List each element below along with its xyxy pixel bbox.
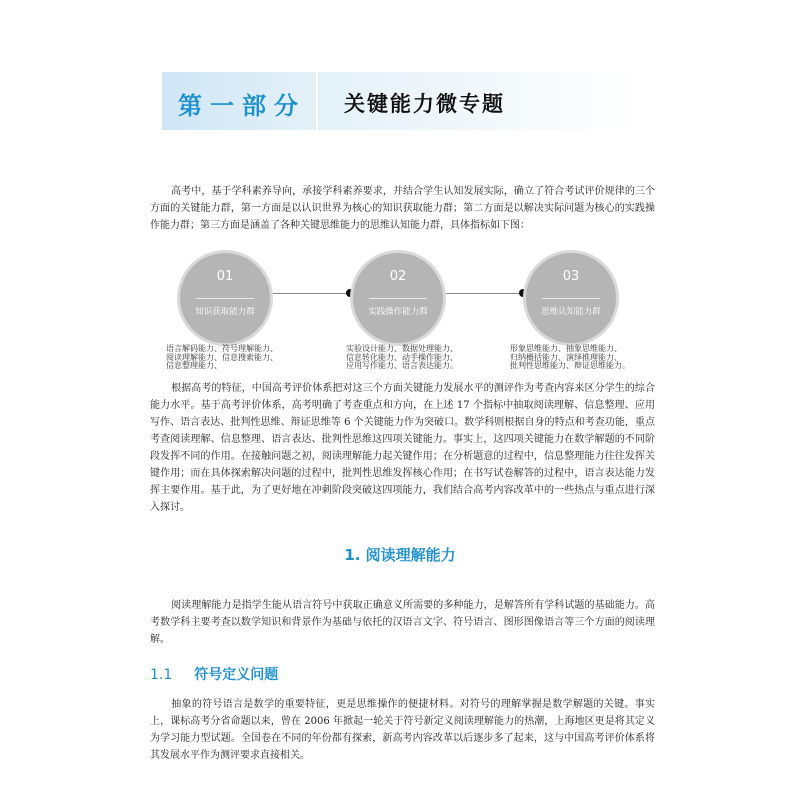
section-heading-reading: 1. 阅读理解能力 xyxy=(344,546,456,564)
ability-line: 阅读理解能力、信息搜索能力、 xyxy=(166,352,278,362)
text-line: 事实上，课标高考分省命题以来，曾在 2006 年掀起一轮关于符号新定义阅读理解能力的热潮，上海地区更是 xyxy=(150,699,656,727)
ability-line: 信息整理能力、 xyxy=(166,361,222,371)
text-line: 能力。高考数学科主要考查以数学知识和背景作为基础与依托的汉语言文字、符号语言、图形图像语言等三 xyxy=(150,600,656,628)
part-title: 关键能力微专题 xyxy=(344,92,505,116)
group-number: 03 xyxy=(562,269,580,284)
text-line: 将其定义为学习能力型试题。全国卷在不同的年份都有探索，新高考内容改革以后逐步多了起来，这与中国 xyxy=(150,716,655,744)
ability-line: 实验设计能力、数据处理能力、 xyxy=(346,344,458,353)
text-line: 个方面的阅读理解。 xyxy=(150,617,656,645)
circle-rule xyxy=(542,298,600,299)
ability-line: 应用写作能力、语言表达能力。 xyxy=(346,361,458,371)
circle-rule xyxy=(196,298,254,299)
text-line: 生的综合能力水平。基于高考评价体系，高考明确了考查重点和方向，在上述 17 个指标中抽取阅读理解、信 xyxy=(150,383,656,411)
ability-line: 归纳概括能力、演绎推理能力、 xyxy=(510,352,622,362)
header-divider xyxy=(316,72,318,130)
text-line: 试卷解答的过程中，语言表达能力发挥主要作用。基于此，为了更好地在冲刺阶段突破这四项能力，我们结 xyxy=(150,468,655,496)
ability-line: 信息转化能力、动手操作能力、 xyxy=(346,352,458,362)
circle-rule xyxy=(369,298,427,299)
text-line: 为核心的实践操作能力群；第三方面是涵盖了各种关键思维能力的思维认知能力群，具体指标如下图： xyxy=(150,203,656,231)
ability-line: 语言解码能力、符号理解能力、 xyxy=(166,344,278,353)
text-line: 抽象的符号语言是数学的重要特征，更是思维操作的便捷材料。对符号的理解掌握是数学解题的关键。 xyxy=(171,699,635,710)
group-name: 实践操作能力群 xyxy=(368,307,428,317)
group-circle-practice xyxy=(350,250,446,346)
part-label: 第一部分 xyxy=(178,92,306,120)
subsection-heading xyxy=(150,664,278,684)
subsection-title: 符号定义问题 xyxy=(194,667,279,683)
connector-line xyxy=(441,293,523,294)
subsection-number: 1.1 xyxy=(150,667,173,683)
group-number: 01 xyxy=(216,269,234,284)
group-circle-knowledge xyxy=(177,250,273,346)
ability-list-practice xyxy=(346,345,466,371)
text-line: 阅读理解能力是指学生能从语言符号中获取正确意义所需要的多种能力，是解答所有学科试题的基础 xyxy=(171,600,615,611)
text-line: 根据高考的特征，中国高考评价体系把对这三个方面关键能力发展水平的测评作为考查内容来区分学 xyxy=(171,383,615,394)
ability-line: 形象思维能力、抽象思维能力、 xyxy=(510,344,622,353)
text-line: 合高考内容改革中的一些热点与重点进行深入探讨。 xyxy=(150,485,656,513)
text-line: 的三个方面的关键能力群，第一方面是以认识世界为核心的知识获取能力群；第二方面是以解决实际问题 xyxy=(150,186,656,214)
text-line: 力在数学解题的不同阶段发挥不同的作用。在接触问题之初，阅读理解能力起关键作用；在分析题意的过程 xyxy=(150,434,656,462)
text-line: 高考评价体系将其发展水平作为测评要求直接相关。 xyxy=(150,733,656,761)
body-paragraph xyxy=(150,380,655,516)
intro-paragraph xyxy=(150,183,655,234)
ability-list-thinking xyxy=(510,345,630,371)
section1-paragraph xyxy=(150,597,655,648)
text-line: 和考查功能，重点考查阅读理解、信息整理、语言表达、批判性思维这四项关键能力。事实上，这四项关键能 xyxy=(150,417,655,445)
group-circle-thinking xyxy=(523,250,619,346)
connector-line xyxy=(268,293,350,294)
group-name: 知识获取能力群 xyxy=(195,307,255,317)
section1-1-paragraph xyxy=(150,696,655,764)
ability-list-knowledge xyxy=(166,345,286,371)
text-line: 息整理、应用写作、语言表达、批判性思维、辩证思维等 6 个关键能力作为突破口。数学科则根据自身的特点 xyxy=(150,400,655,428)
ability-line: 批判性思维能力、辩证思维能力。 xyxy=(510,361,630,371)
group-name: 思维认知能力群 xyxy=(541,307,601,317)
group-number: 02 xyxy=(389,269,407,284)
text-line: 高考中，基于学科素养导向，承接学科素养要求，并结合学生认知发展实际，确立了符合考试评价规律 xyxy=(171,186,625,197)
text-line: 中，信息整理能力往往发挥关键作用；而在具体探索解决问题的过程中，批判性思维发挥核心作用；在书写 xyxy=(150,451,656,479)
